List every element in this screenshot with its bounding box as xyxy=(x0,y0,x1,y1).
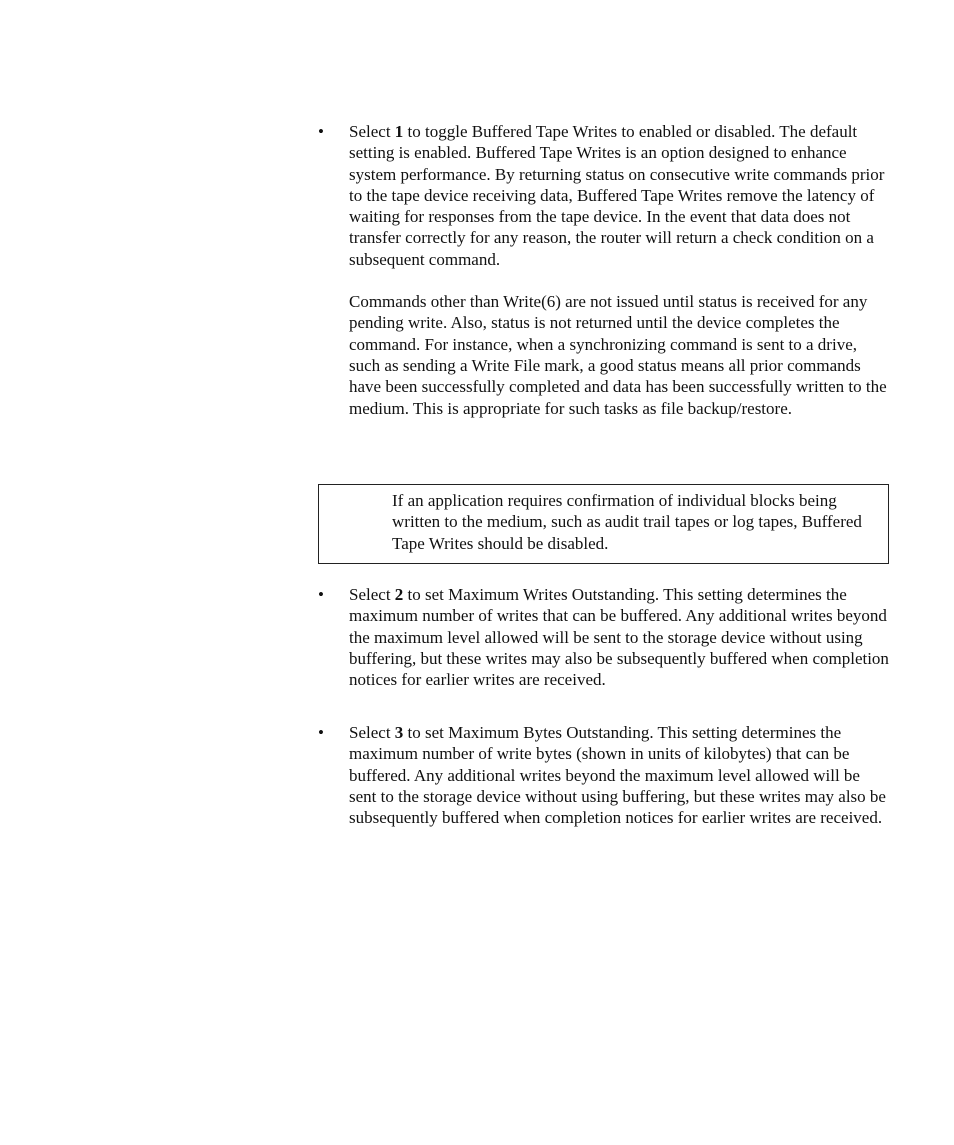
bullet-key: 2 xyxy=(394,585,404,604)
bullet-marker: • xyxy=(318,723,324,742)
bullet-item-max-writes-outstanding xyxy=(318,584,890,690)
bullet-continuation-paragraph: Commands other than Write(6) are not issued until status is received for any pending write. Also, status is not returned until the device completes the command. For instance, when a synchronizing command is sent to a drive, such as sending a Write File mark, a good status means all prior commands have been successfully completed and data has been successfully written to the medium. This is appropriate for such tasks as file backup/restore. xyxy=(349,292,887,418)
bullet-paragraph xyxy=(349,722,889,828)
bullet-text: to toggle Buffered Tape Writes to enabled or disabled. The default setting is enabled. Buffered Tape Writes is an option designed to enhance system performance. By returning status on consecutive write commands prior to the tape device receiving data, Buffered Tape Writes remove the latency of waiting for responses from the tape device. In the event that data does not transfer correctly for any reason, the router will return a check condition on a subsequent command. xyxy=(349,122,885,269)
bullet-text: to set Maximum Bytes Outstanding. This setting determines the maximum number of write bytes (shown in units of kilobytes) that can be buffered. Any additional writes beyond the maximum level allowed will be sent to the storage device without using buffering, but these writes may also be subsequently buffered when completion notices for earlier writes are received. xyxy=(349,723,886,828)
bullet-paragraph xyxy=(349,121,889,270)
bullet-body xyxy=(349,584,889,690)
bullet-item-max-bytes-outstanding xyxy=(318,722,890,828)
bullet-paragraph xyxy=(349,584,889,690)
note-box xyxy=(318,484,889,564)
bullet-lead: Select xyxy=(349,723,395,742)
bullet-text: to set Maximum Writes Outstanding. This setting determines the maximum number of writes that can be buffered. Any additional writes beyond the maximum level allowed will be sent to the storage device without using buffering, but these writes may also be subsequently buffered when completion notices for earlier writes are received. xyxy=(349,585,889,690)
note-text: If an application requires confirmation of individual blocks being written to the medium, such as audit trail tapes or log tapes, Buffered Tape Writes should be disabled. xyxy=(392,491,862,553)
bullet-lead: Select xyxy=(349,122,395,141)
bullet-lead: Select xyxy=(349,585,395,604)
bullet-key: 1 xyxy=(394,122,404,141)
bullet-item-buffered-tape-writes xyxy=(318,121,890,419)
bullet-body xyxy=(349,722,889,828)
bullet-marker: • xyxy=(318,585,324,604)
bullet-key: 3 xyxy=(394,723,404,742)
bullet-body xyxy=(349,121,889,419)
bullet-marker: • xyxy=(318,122,324,141)
